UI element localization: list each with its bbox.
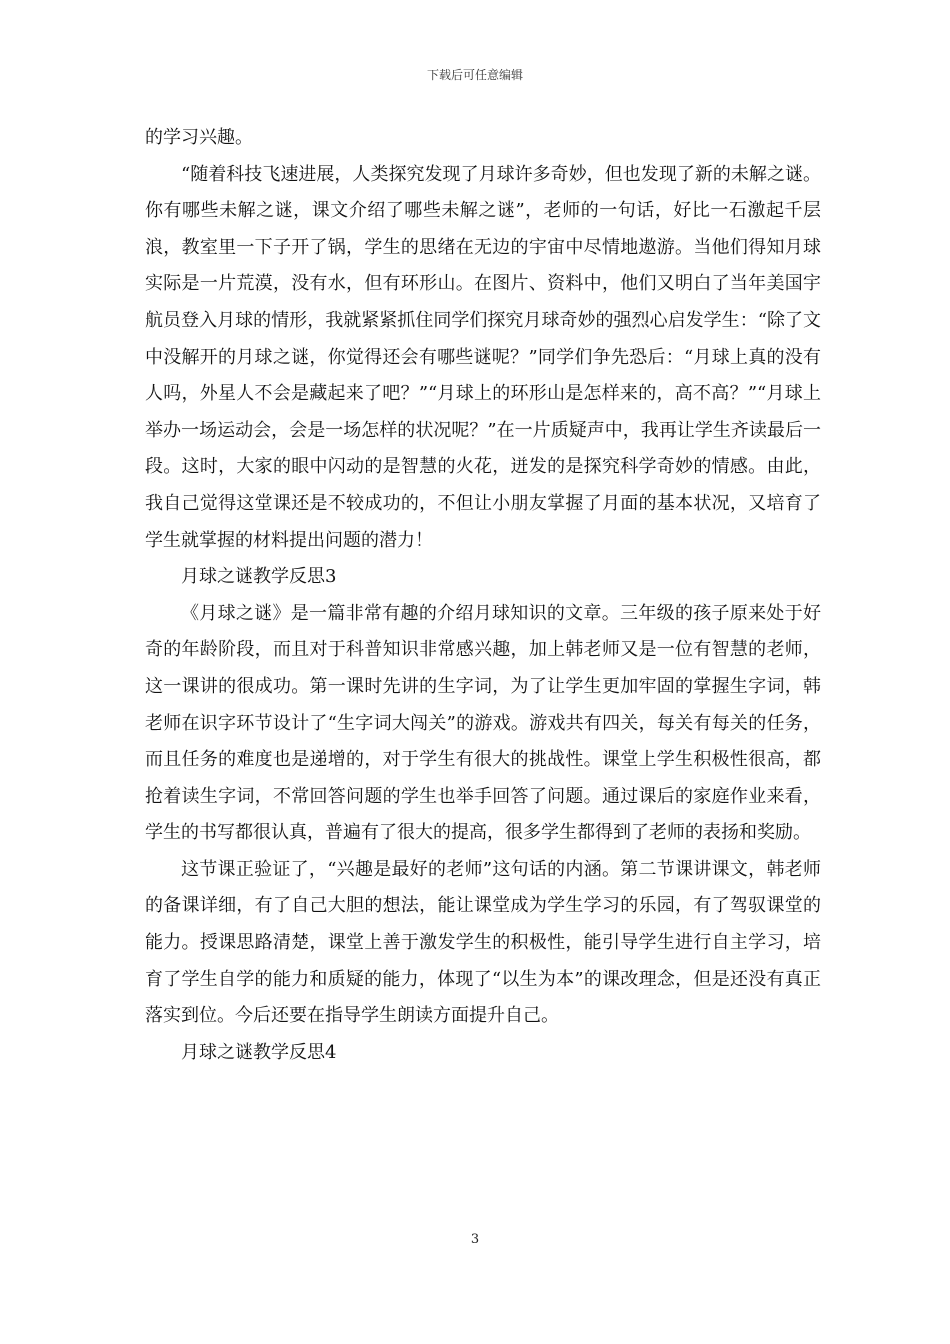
paragraph: 《月球之谜》是一篇非常有趣的介绍月球知识的文章。三年级的孩子原来处于好奇的年龄阶段，而且对于科普知识非常感兴趣，加上韩老师又是一位有智慧的老师，这一课讲的很成功。第一课时先讲的生字词，为了让学生更加牢固的掌握生字词，韩老师在识字环节设计了“生字词大闯关”的游戏。游戏共有四关，每关有每关的任务，而且任务的难度也是递增的，对于学生有很大的挑战性。课堂上学生积极性很高，都抢着读生字词，不常回答问题的学生也举手回答了问题。通过课后的家庭作业来看，学生的书写都很认真，普遍有了很大的提高，很多学生都得到了老师的表扬和奖励。 — [145, 602, 821, 844]
paragraph: “随着科技飞速进展，人类探究发现了月球许多奇妙，但也发现了新的未解之谜。你有哪些未解之谜，课文介绍了哪些未解之谜”，老师的一句话，好比一石激起千层浪，教室里一下子开了锅，学生的思绪在无边的宇宙中尽情地遨游。当他们得知月球实际是一片荒漠，没有水，但有环形山。在图片、资料中，他们又明白了当年美国宇航员登入月球的情形，我就紧紧抓住同学们探究月球奇妙的强烈心启发学生：“除了文中没解开的月球之谜，你觉得还会有哪些谜呢？”同学们争先恐后：“月球上真的没有人吗，外星人不会是藏起来了吧？”“月球上的环形山是怎样来的，高不高？”“月球上举办一场运动会，会是一场怎样的状况呢？”在一片质疑声中，我再让学生齐读最后一段。这时，大家的眼中闪动的是智慧的火花，迸发的是探究科学奇妙的情感。由此，我自己觉得这堂课还是不较成功的，不但让小朋友掌握了月面的基本状况，又培育了学生就掌握的材料提出问题的潜力！ — [145, 163, 821, 551]
page-header: 下载后可任意编辑 — [426, 68, 523, 82]
document-body — [145, 120, 821, 1071]
section-heading-3: 月球之谜教学反思3 — [181, 566, 337, 588]
section-heading-4: 月球之谜教学反思4 — [181, 1041, 337, 1063]
paragraph-continued: 的学习兴趣。 — [145, 127, 253, 148]
paragraph: 这节课正验证了，“兴趣是最好的老师”这句话的内涵。第二节课讲课文，韩老师的备课详细，有了自己大胆的想法，能让课堂成为学生学习的乐园，有了驾驭课堂的能力。授课思路清楚，课堂上善于激发学生的积极性，能引导学生进行自主学习，培育了学生自学的能力和质疑的能力，体现了“以生为本”的课改理念，但是还没有真正落实到位。今后还要在指导学生朗读方面提升自己。 — [145, 858, 821, 1027]
page-number: 3 — [470, 1232, 480, 1247]
